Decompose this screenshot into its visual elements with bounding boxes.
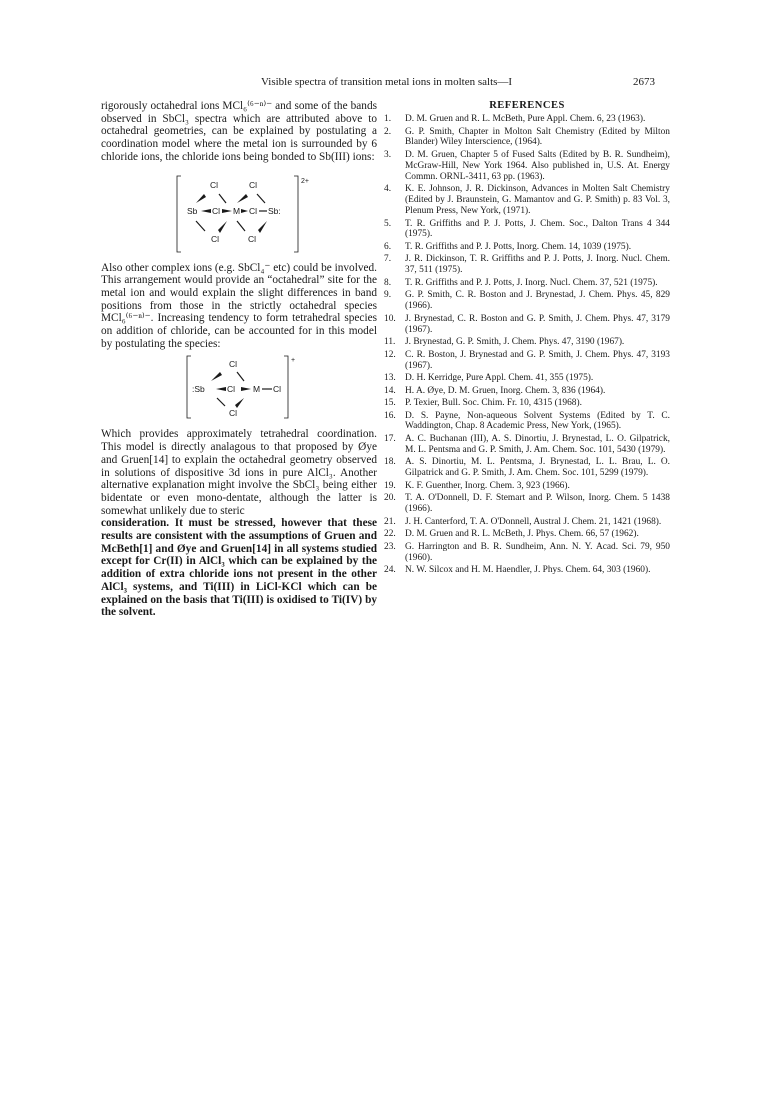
- complex-charge: +: [291, 357, 296, 365]
- references-heading: REFERENCES: [489, 100, 565, 111]
- reference-text: D. M. Gruen and R. L. McBeth, Pure Appl. Chem. 6, 23 (1963).: [405, 114, 646, 124]
- reference-text: T. A. O'Donnell, D. F. Stemart and P. Wilson, Inorg. Chem. 5 1438 (1966).: [405, 493, 670, 515]
- chloride-label: Cl: [212, 205, 221, 216]
- reference-number: 24.: [384, 565, 396, 576]
- reference-item: [384, 114, 670, 125]
- right-bracket: [284, 356, 288, 418]
- reference-text: J. Brynestad, C. R. Boston and G. P. Smith, J. Chem. Phys. 47, 3179 (1967).: [405, 313, 670, 335]
- chloride-label: Cl: [229, 408, 238, 419]
- bond-wedge: [222, 209, 232, 213]
- reference-text: P. Texier, Bull. Soc. Chim. Fr. 10, 4315 (1968).: [405, 398, 582, 409]
- chloride-label: Cl: [227, 384, 236, 395]
- reference-text: K. E. Johnson, J. R. Dickinson, Advances in Molten Salt Chemistry (Edited by J. Braunstein, G. Mamantov and G. P. Smith) p. 83 Vol. 3, Plenum Press, New York, (1971).: [405, 184, 670, 217]
- reference-item: [384, 242, 670, 253]
- bond-wedge: [216, 387, 226, 391]
- reference-text: D. H. Kerridge, Pure Appl. Chem. 41, 355 (1975).: [405, 373, 594, 384]
- reference-number: 20.: [384, 493, 396, 504]
- reference-text: G. P. Smith, C. R. Boston and J. Brynestad, J. Chem. Phys. 45, 829 (1966).: [405, 290, 670, 312]
- bond-line: [237, 221, 245, 231]
- reference-item: [384, 150, 670, 183]
- reference-item: [384, 373, 670, 384]
- reference-text: C. R. Boston, J. Brynestad and G. P. Smith, J. Chem. Phys. 47, 3193 (1967).: [405, 349, 670, 371]
- reference-number: 7.: [384, 254, 392, 265]
- reference-number: 14.: [384, 385, 396, 396]
- reference-item: [384, 184, 670, 217]
- bond-line: [257, 194, 265, 203]
- reference-text: J. H. Canterford, T. A. O'Donnell, Austral J. Chem. 21, 1421 (1968).: [405, 516, 662, 527]
- reference-item: [384, 219, 670, 241]
- antimony-label: Sb:: [268, 205, 281, 216]
- chloride-label: Cl: [229, 359, 238, 370]
- bond-wedge: [241, 387, 251, 391]
- bond-wedge: [258, 221, 267, 233]
- reference-text: T. R. Griffiths and P. J. Potts, J. Inorg. Nucl. Chem. 37, 521 (1975).: [405, 277, 658, 288]
- reference-number: 9.: [384, 290, 392, 301]
- complex-charge: 2+: [301, 177, 309, 185]
- reference-text: A. C. Buchanan (III), A. S. Dinortiu, J. Brynestad, L. O. Gilpatrick, M. L. Pentsma and G. P. Smith, J. Am. Chem. Soc. 101, 5430 (1979).: [405, 433, 670, 455]
- tetrahedral-coordination-scheme: [101, 350, 377, 422]
- reference-number: 1.: [384, 114, 392, 124]
- reference-item: [384, 542, 670, 564]
- reference-item: [384, 434, 670, 456]
- reference-item: [384, 278, 670, 289]
- bond-line: [217, 398, 225, 406]
- reference-item: [384, 493, 670, 515]
- octahedral-coordination-scheme: [101, 172, 377, 256]
- reference-text: J. Brynestad, G. P. Smith, J. Chem. Phys. 47, 3190 (1967).: [405, 337, 625, 348]
- reference-item: [384, 398, 670, 409]
- bond-wedge: [218, 221, 227, 233]
- bond-wedge: [196, 194, 206, 203]
- chloride-label: Cl: [249, 205, 258, 216]
- reference-text: D. M. Gruen and R. L. McBeth, J. Phys. Chem. 66, 57 (1962).: [405, 529, 639, 540]
- reference-text: D. M. Gruen, Chapter 5 of Fused Salts (Edited by B. R. Sundheim), McGraw-Hill, New York 1964. Also published in, U.S. At. Energy Commn. ORNL-3411, 63 pp. (1963).: [405, 149, 670, 182]
- reference-text: K. F. Guenther, Inorg. Chem. 3, 923 (1966).: [405, 480, 570, 491]
- reference-number: 22.: [384, 529, 396, 540]
- reference-item: [384, 314, 670, 336]
- reference-number: 23.: [384, 541, 396, 552]
- metal-label: M: [233, 205, 241, 216]
- reference-text: D. S. Payne, Non-aqueous Solvent Systems (Edited by T. C. Waddington, Chap. 8 Academic Press, New York, (1965).: [405, 410, 670, 432]
- reference-item: [384, 529, 670, 540]
- antimony-label: :Sb: [192, 384, 205, 395]
- reference-item: [384, 565, 670, 576]
- reference-item: [384, 254, 670, 276]
- bond-wedge: [235, 398, 244, 408]
- reference-item: [384, 481, 670, 492]
- reference-item: [384, 350, 670, 372]
- left-bracket: [177, 176, 181, 252]
- reference-number: 16.: [384, 410, 396, 421]
- chloride-label: Cl: [211, 233, 220, 244]
- bond-line: [219, 194, 226, 203]
- bond-wedge: [201, 209, 211, 213]
- bond-line: [237, 372, 244, 381]
- page-header: [0, 76, 768, 92]
- reference-text: N. W. Silcox and H. M. Haendler, J. Phys. Chem. 64, 303 (1960).: [405, 565, 651, 576]
- reference-text: J. R. Dickinson, T. R. Griffiths and P. J. Potts, J. Inorg. Nucl. Chem. 37, 511 (1975).: [405, 254, 670, 276]
- reference-number: 19.: [384, 480, 396, 491]
- reference-item: [384, 386, 670, 397]
- bond-line: [196, 221, 205, 231]
- reference-item: [384, 290, 670, 312]
- reference-item: [384, 337, 670, 348]
- reference-text: G. Harrington and B. R. Sundheim, Ann. N. Y. Acad. Sci. 79, 950 (1960).: [405, 541, 670, 563]
- references-section: [384, 100, 670, 578]
- chloride-label: Cl: [273, 384, 282, 395]
- reference-text: G. P. Smith, Chapter in Molton Salt Chemistry (Edited by Milton Blander) Wiley Interscience, (1964).: [405, 126, 670, 148]
- reference-number: 21.: [384, 516, 396, 527]
- body-paragraph: Which provides approximately tetrahedral coordination. This model is directly analagous to that proposed by Øye and Gruen[14] to explain the octahedral geometry observed in solutions of dispositive 3d ions in pure AlCl₃. Another alternative explanation might involve the SbCl₃ being either bidentate or even mono-dentate, although the latter is somewhat unlikely due to steric: [101, 428, 377, 517]
- body-paragraph: consideration. It must be stressed, however that these results are consistent with the assumptions of Gruen and McBeth[1] and Øye and Gruen[14] in all systems studied except for Cr(II) in AlCl₃ which can be explained by the addition of extra chloride ions not present in the other AlCl₃ systems, and Ti(III) in LiCl-KCl which can be explained on the basis that Ti(III) is oxidised to Ti(IV) by the solvent.: [101, 517, 377, 619]
- reference-item: [384, 411, 670, 433]
- reference-number: 6.: [384, 241, 392, 252]
- bond-wedge: [241, 209, 248, 213]
- reference-number: 8.: [384, 277, 392, 288]
- reference-number: 5.: [384, 218, 392, 229]
- reference-number: 4.: [384, 184, 392, 195]
- reference-item: [384, 457, 670, 479]
- left-bracket: [187, 356, 191, 418]
- body-column: [101, 100, 377, 619]
- chloride-label: Cl: [249, 179, 258, 190]
- body-paragraph: rigorously octahedral ions MCl₆⁽⁶⁻ⁿ⁾⁻ and some of the bands observed in SbCl₃ spectra which are attributed above to octahedral geometries, can be explained by postulating a coordination model where the metal ion is surrounded by 6 chloride ions, the chloride ions being bonded to Sb(III) ions:: [101, 100, 377, 163]
- reference-number: 15.: [384, 398, 396, 409]
- reference-number: 11.: [384, 337, 396, 348]
- reference-text: A. S. Dinortiu, M. L. Pentsma, J. Brynestad, L. L. Brau, L. O. Gilpatrick and G. P. Smith, J. Am. Chem. Soc. 101, 5299 (1979).: [405, 457, 670, 479]
- reference-item: [384, 517, 670, 528]
- right-bracket: [294, 176, 298, 252]
- page-number: 2673: [633, 76, 655, 88]
- reference-number: 10.: [384, 313, 396, 324]
- running-title: Visible spectra of transition metal ions in molten salts—I: [261, 76, 513, 88]
- reference-text: H. A. Øye, D. M. Gruen, Inorg. Chem. 3, 836 (1964).: [405, 385, 606, 396]
- reference-number: 17.: [384, 433, 396, 444]
- bond-wedge: [237, 194, 248, 203]
- reference-number: 3.: [384, 149, 392, 160]
- antimony-label: Sb: [187, 205, 198, 216]
- chloride-label: Cl: [248, 233, 257, 244]
- reference-item: [384, 127, 670, 149]
- reference-number: 13.: [384, 373, 396, 384]
- metal-label: M: [253, 384, 261, 395]
- reference-number: 2.: [384, 126, 392, 137]
- body-paragraph: Also other complex ions (e.g. SbCl₄⁻ etc) could be involved. This arrangement would provide an “octahedral” site for the metal ion and would explain the slight differences in band positions from those in the strictly octahedral species MCl₆⁽⁶⁻ⁿ⁾⁻. Increasing tendency to form tetrahedral species on addition of chloride, can be accounted for in this model by postulating the species:: [101, 261, 377, 350]
- reference-text: T. R. Griffiths and P. J. Potts, Inorg. Chem. 14, 1039 (1975).: [405, 241, 632, 252]
- reference-number: 12.: [384, 349, 396, 360]
- chloride-label: Cl: [210, 179, 219, 190]
- bond-wedge: [211, 372, 222, 381]
- reference-text: T. R. Griffiths and P. J. Potts, J. Chem. Soc., Dalton Trans 4 344 (1975).: [405, 218, 670, 240]
- reference-list: [384, 114, 670, 576]
- reference-number: 18.: [384, 457, 396, 468]
